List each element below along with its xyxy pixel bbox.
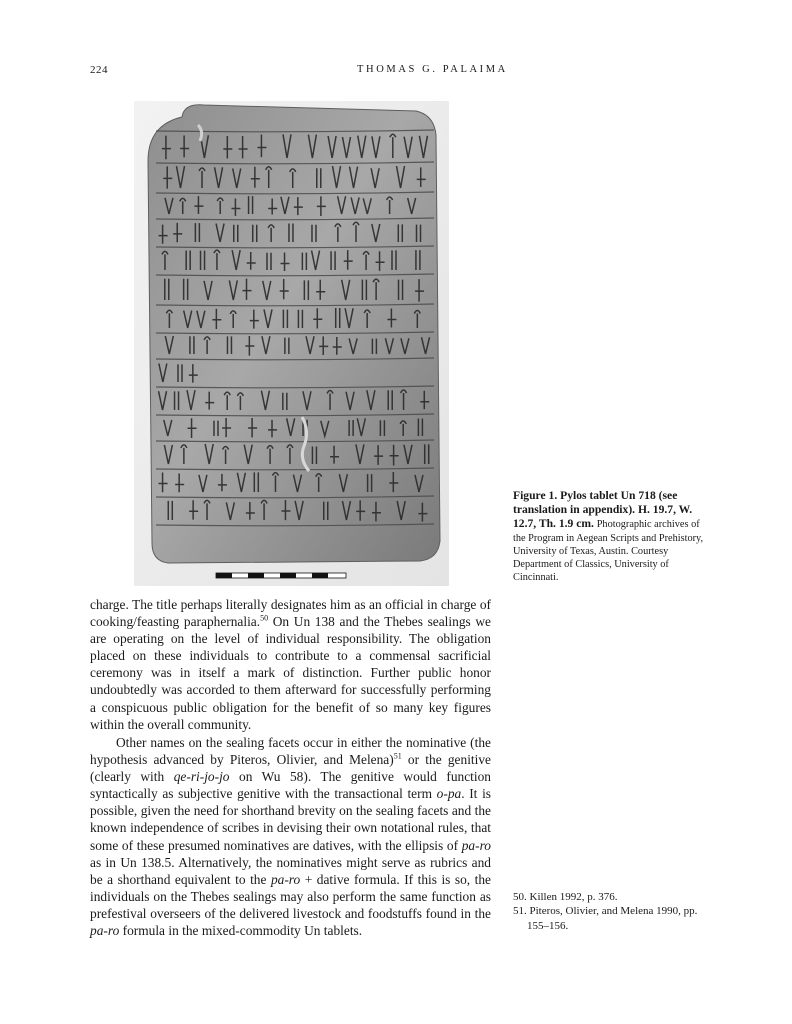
- p1-text-b: On Un 138 and the Thebes sealings we are operating on the level of individual responsibility. The obligation placed on these individuals to contribute to a commensal sacrificial ceremony was in itself a mark of distinction. Further public honor undoubtedly was accorded to them afterward for successfully performing a conspicuous public obligation for the benefit of so many key figures within the overall community.: [90, 614, 491, 732]
- footnote-ref-50: 50: [260, 613, 269, 623]
- p2-text-3: on Wu 58). The genitive would function syntactically as subjective genitive with the transactional term: [90, 769, 492, 802]
- p2-italic-2: o-pa: [436, 786, 462, 802]
- body-paragraph-1: [90, 596, 491, 733]
- p2-text-6: + dative formula. If this is so, the individuals on the Thebes sealings may also perform the same function as prefestival overseers of the delivered livestock and foodstuffs found in the: [90, 871, 491, 921]
- p2-italic-5: pa-ro: [90, 923, 120, 939]
- p2-text-2: or the genitive (clearly with: [90, 752, 491, 785]
- body-paragraph-2: [90, 734, 491, 939]
- footnote-51: 51. Piteros, Olivier, and Melena 1990, pp. 155–156.: [513, 905, 698, 932]
- p1-text-a: charge. The title perhaps literally designates him as an official in charge of cooking/feasting paraphernalia.: [90, 597, 491, 630]
- footnote-ref-51: 51: [393, 751, 402, 761]
- footnotes: [513, 890, 713, 933]
- figure-caption: [513, 489, 713, 584]
- p2-text-1: Other names on the sealing facets occur in either the nominative (the hypothesis advanced by Piteros, Olivier, and Melena): [90, 735, 491, 768]
- page-number: 224: [90, 64, 108, 76]
- tablet-figure: [134, 101, 449, 586]
- p2-text-4: . It is possible, given the need for shorthand brevity on the sealing facets and the known independence of scribes in devising their own notational rules, that some of these presumed nominatives are datives, with the ellipsis of: [90, 786, 492, 853]
- tablet-photo: [134, 101, 449, 586]
- p2-text-7: formula in the mixed-commodity Un tablets.: [119, 923, 363, 939]
- p2-italic-1: qe-ri-jo-jo: [173, 769, 230, 785]
- running-head: THOMAS G. PALAIMA: [357, 64, 508, 75]
- caption-credit: Photographic archives of the Program in Aegean Scripts and Prehistory, University of Texas, Austin. Courtesy Department of Classics, University of Cincinnati.: [513, 519, 704, 584]
- footnote-50: 50. Killen 1992, p. 376.: [513, 891, 618, 903]
- p2-italic-3: pa-ro: [461, 837, 491, 853]
- scale-bar: [216, 573, 346, 578]
- caption-title: Figure 1. Pylos tablet Un 718 (see translation in appendix). H. 19.7, W. 12.7, Th. 1.9 cm.: [513, 489, 693, 531]
- p2-italic-4: pa-ro: [270, 871, 301, 887]
- p2-text-5: as in Un 138.5. Alternatively, the nominatives might serve as rubrics and be a shorthand equivalent to the: [90, 854, 491, 887]
